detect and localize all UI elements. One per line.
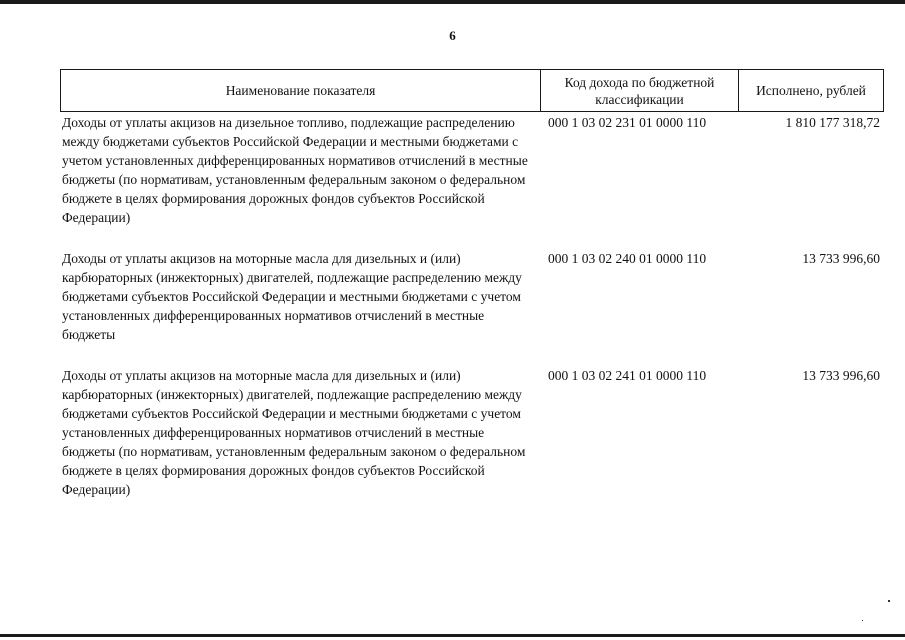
row-income-code: 000 1 03 02 241 01 0000 110 — [548, 368, 707, 383]
row-indicator-name: Доходы от уплаты акцизов на моторные масла для дизельных и (или) карбюраторных (инжекторных) двигателей, подлежащие распределению между бюджетами субъектов Российской Федерации и местными бюджетами с учетом установленных дифференцированных нормативов отчислений в местные бюджеты — [62, 251, 522, 342]
row-income-code: 000 1 03 02 231 01 0000 110 — [548, 115, 707, 130]
row-executed-amount: 13 733 996,60 — [802, 368, 880, 383]
row-executed-amount: 13 733 996,60 — [802, 251, 880, 266]
page-number: 6 — [449, 28, 456, 43]
row-indicator-name: Доходы от уплаты акцизов на дизельное топливо, подлежащие распределению между бюджетами субъектов Российской Федерации и местными бюджетами с учетом установленных дифференцированных нормативов отчислений в местные бюджеты (по нормативам, установленным федеральным законом о федеральном бюджете в целях формирования дорожных фондов субъектов Российской Федерации) — [62, 115, 528, 225]
header-income-code: Код дохода по бюджетной классификации — [541, 70, 739, 111]
row-income-code: 000 1 03 02 240 01 0000 110 — [548, 251, 707, 266]
scan-speck — [862, 620, 863, 621]
header-executed-amount: Исполнено, рублей — [756, 83, 866, 98]
row-executed-amount: 1 810 177 318,72 — [785, 115, 880, 130]
header-indicator-name: Наименование показателя — [61, 70, 541, 111]
top-border-rule — [0, 0, 905, 4]
scan-speck — [888, 600, 890, 602]
row-indicator-name: Доходы от уплаты акцизов на моторные масла для дизельных и (или) карбюраторных (инжекторных) двигателей, подлежащие распределению между бюджетами субъектов Российской Федерации и местными бюджетами с учетом установленных дифференцированных нормативов отчислений в местные бюджеты (по нормативам, установленным федеральным законом о федеральном бюджете в целях формирования дорожных фондов субъектов Российской Федерации) — [62, 368, 526, 497]
bottom-border-rule — [0, 634, 905, 637]
table-header — [60, 69, 884, 112]
